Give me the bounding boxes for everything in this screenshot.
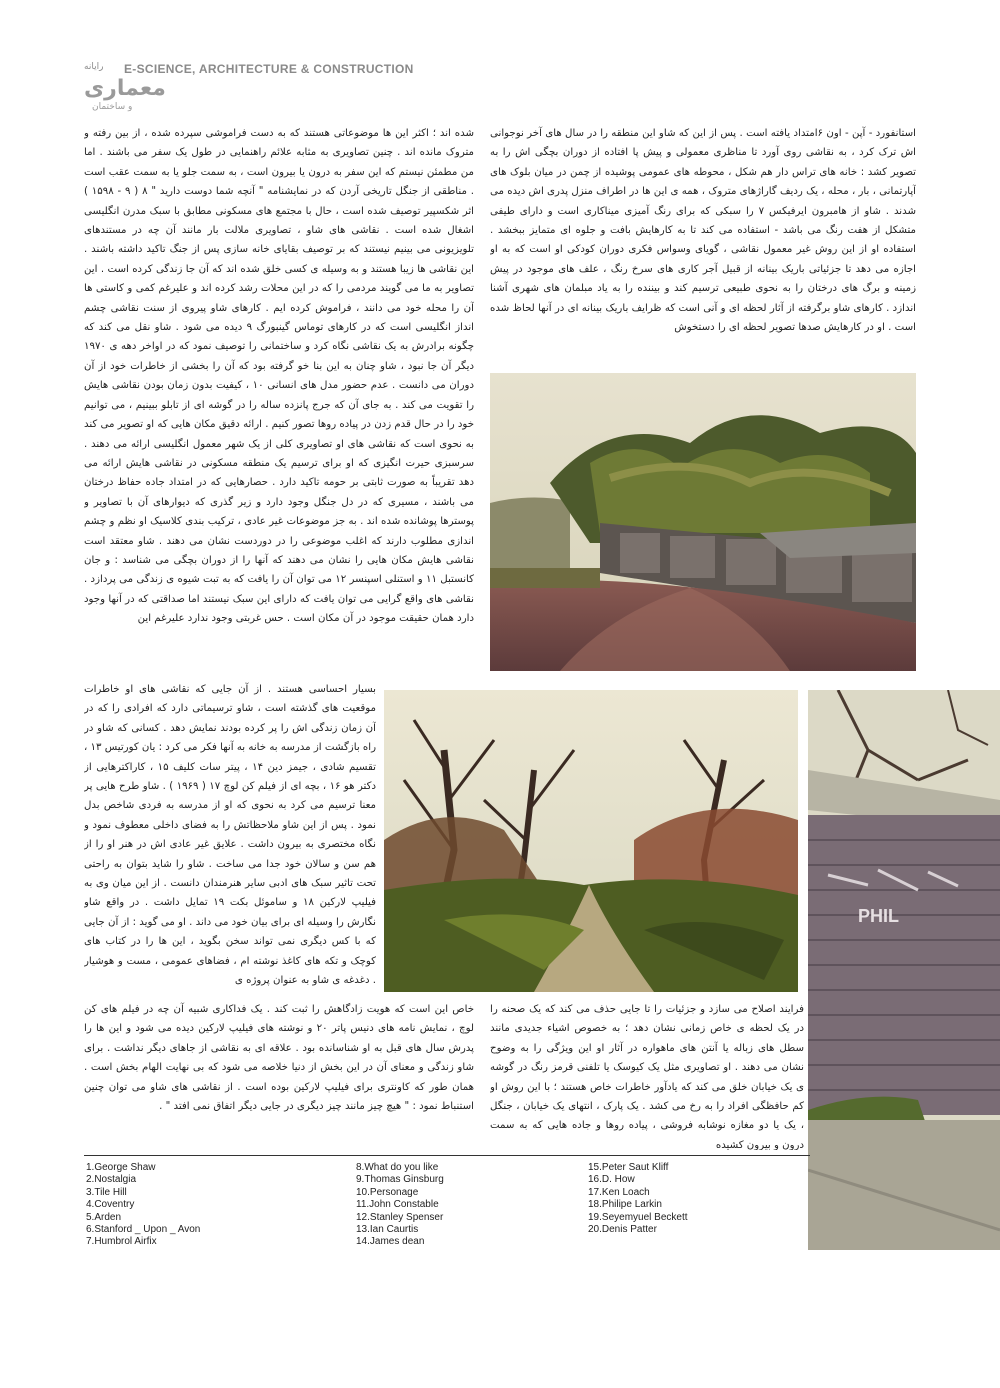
brand-fa-small: رایانه [84, 62, 104, 72]
footnote: 9.Thomas Ginsburg [356, 1174, 444, 1186]
magazine-header [84, 62, 444, 112]
footnote: 7.Humbrol Airfix [86, 1236, 157, 1248]
painting-garage-graffiti [808, 690, 1000, 1250]
painting-garages-row [490, 373, 916, 671]
footnotes-column-3 [588, 1162, 688, 1236]
footnote: 19.Seyemyuel Beckett [588, 1211, 688, 1223]
footnote: 1.George Shaw [86, 1162, 156, 1173]
article-right-column-bottom [490, 1000, 804, 1150]
footnotes-divider [84, 1155, 810, 1156]
footnote: 8.What do you like [356, 1162, 439, 1173]
footnote: 18.Philipe Larkin [588, 1199, 662, 1211]
article-left-column-top [84, 124, 474, 680]
brand-english: E-SCIENCE, ARCHITECTURE & CONSTRUCTION [124, 62, 414, 76]
footnotes-column-2 [356, 1162, 444, 1249]
painting-forest-path [384, 690, 798, 992]
footnote: 11.John Constable [356, 1199, 439, 1211]
article-right-column-top [490, 124, 916, 370]
magazine-logo: معماری [84, 76, 166, 101]
footnote: 5.Arden [86, 1211, 122, 1223]
paragraph: استانفورد - آپن - اون ۶امتداد یافته است . پس از این که شاو این منطقه را در سال های آخر نوجوانی اش ترک کرد ، به نقاشی روی آورد تا مناظری معمولی و پیش پا افتاده از دوران بچگی اش را به تصویر کشد : خانه های تراس دار هم شکل ، محوطه های عمومی پوشیده از چمن در میان بلوک های آپارتمانی ، بار ، محله ، یک ردیف گاراژهای متروک ، همه ی این ها در اطراف منزل پدری اش دیده می شدند . شاو از هامبرون ایرفیکس ۷ را سبکی که برای رنگ آمیزی میناکاری است و دارای طیفی متشکل از هفت رنگ می باشد - استفاده می کند تا به کارهایش بافت و جلوه ای متمایز ببخشد . استفاده او از این روش غیر معمول نقاشی ، گویای وسواس فکری دوران کودکی او است که به او اجازه می دهد تا جزئیاتی باریک بینانه از قبیل آجر کاری های سرخ رنگ ، علف های موجود در پیش زمینه و برگ های درختان را به نحوی طبیعی ترسیم کند و بیننده را به یاد مبلمان های شهری آشنا اندازد . کارهای شاو برگرفته از آثار لحظه ای و آنی است که ظرایف باریک بینانه ای در آنها لحاظ شده است . او در کارهایش صدها تصویر لحظه ای را دستخوش [490, 128, 916, 334]
footnote: 4.Coventry [86, 1199, 135, 1211]
article-left-column-mid [84, 680, 376, 990]
paragraph: خاص این است که هویت زادگاهش را ثبت کند . یک فداکاری شبیه آن چه در فیلم های کن لوچ ، نمایش نامه های دنیس پاتر ۲۰ و نوشته های فیلیپ لارکین دیده می شود و این ها را پدرش سال های قبل به او شناسانده بود . علاقه ای به نقاشی از جاهای دیگر نداشت . برای شاو زندگی و معنای آن در این بخش از دنیا خلاصه می شود که بی نهایت الهام بخش است . همان طور که کاونتری برای فیلیپ لارکین بوده است . از نقاشی های شاو می توان چنین استنباط نمود : " هیچ چیز مانند چیز دیگری در جایی دیگر اتفاق نمی افتد " . [84, 1004, 474, 1113]
paragraph: بسیار احساسی هستند . از آن جایی که نقاشی های او خاطرات موقعیت های گذشته است ، شاو ترسیماتی دارد که افرادی را که در آن زمان زندگی اش را پر کرده بودند نمایش دهد . کسانی که شاو در راه بازگشت از مدرسه به خانه به آنها فکر می کرد : یان کورتیس ۱۳ ، تقسیم شادی ، جیمز دین ۱۴ ، پیتر سات کلیف ۱۵ ، کاراکترهایی از دکتر هو ۱۶ ، بچه ای از فیلم کن لوچ ۱۷ ( ۱۹۶۹ ) . شاو طرح هایی پر معنا ترسیم می کرد به نحوی که او از مدرسه به فردی شاخص بدل نمود . پس از این شاو ملاحظاتش را به فضای داخلی معطوف نمود و نگاه مختصری به بیرون داشت . علایق غیر عادی اش در هنر او را از هم سن و سالان خود جدا می ساخت . شاو را شاید بتوان به راحتی تحت تاثیر سبک های ادبی سایر هنرمندان دانست . از این میان وی به فیلیپ لارکین ۱۸ و ساموئل بکت ۱۹ تمایل داشت . در واقع شاو نگارش را وسیله ای برای بیان خود می داند . او می گوید : از آن جایی که با کس دیگری نمی تواند سخن بگوید ، این ها را در کتاب های کوچک و تکه های کاغذ نوشته ام ، فضاهای عمومی ، مست و هوشیار . دغدغه ی شاو به عنوان پروژه ی [84, 684, 376, 987]
footnote: 12.Stanley Spenser [356, 1211, 444, 1223]
footnote: 15.Peter Saut Kliff [588, 1162, 669, 1173]
article-left-column-bottom [84, 1000, 474, 1134]
footnote: 20.Denis Patter [588, 1224, 657, 1236]
footnotes-column-1 [86, 1162, 200, 1249]
footnote: 13.Ian Caurtis [356, 1224, 419, 1236]
footnote: 16.D. How [588, 1174, 635, 1186]
paragraph: فرایند اصلاح می سازد و جزئیات را تا جایی حذف می کند که یک صحنه را در یک لحظه ی خاص زمانی نشان دهد ؛ به خصوص اشیاء جدیدی مانند سطل های زباله یا آنتن های ماهواره در آثار او این ویژگی را به وضوح نشان می دهند . او تصاویری مثل یک کیوسک یا تلفنی قرمز رنگ در گوشه ی یک خیابان خلق می کند که یادآور خاطرات خاص هستند ؛ با این روش او کم حافظگی افراد را به رخ می کشد . یک پارک ، انتهای یک خیابان ، جنگل ، یک یا دو مغازه نوشابه فروشی ، پیاده روها و جاده هایی که به سمت درون و بیرون کشیده [490, 1004, 804, 1150]
magazine-logo-sub: و ساختمان [92, 102, 133, 112]
footnote: 14.James dean [356, 1236, 425, 1248]
footnote: 6.Stanford _ Upon _ Avon [86, 1224, 201, 1236]
footnote: 3.Tile Hill [86, 1186, 127, 1198]
footnote: 10.Personage [356, 1186, 419, 1198]
footnote: 2.Nostalgia [86, 1174, 137, 1186]
paragraph: شده اند ؛ اکثر این ها موضوعاتی هستند که به دست فراموشی سپرده شده ، از بین رفته و متروک مانده اند . چنین تصاویری به مثابه علائم راهنمایی در طول یک سفر می باشند . اما من مطمئن نیستم که این سفر به درون یا بیرون است ، به سمت جلو یا به سمت عقب است . مناطقی از جنگل تاریخی آردن که در نمایشنامه " آنچه شما دوست دارید " ۸ ( ۹ - ۱۵۹۸ ) اثر شکسپیر توصیف شده است ، حال با مجتمع های مسکونی مطابق با سبک مدرن انگلیسی اشغال شده است . نقاشی های شاو ، تصاویری ملالت بار مانند آن چه در مستندهای تلویزیونی می بینیم نیستند که بر توصیف بقایای خانه سازی پس از جنگ تاکید داشته باشند . این نقاشی ها زیبا هستند و به وسیله ی کسی خلق شده اند که آن جا زندگی کرده است . این تصاویر به ما می گویند مردمی را که در این محلات رشد کرده اند و علیرغم کمی و کاستی ها آن را محله خود می دانند ، فراموش کرده ایم . کارهای شاو پیروی از سنت نقاشی چشم انداز انگلیسی است که در کارهای توماس گینبورگ ۹ دیده می شود . شاو نقل می کند که چگونه برادرش به یک نقاشی نگاه کرد و ساختمانی را توصیف نمود که در اواخر دهه ی ۱۹۷۰ دیگر آن جا نبود ، شاو چنان به این بنا خو گرفته بود که آن را بخشی از خاطرات خود از آن دوران می دانست . عدم حضور مدل های انسانی ۱۰ ، کیفیت بدون زمان بودن نقاشی هایش را تقویت می کند . به جای آن که جرج پانزده ساله را در گوشه ای از تابلو ببینیم ، می توانیم خود را در حال قدم زدن در پیاده روها تصور کنیم . ارائه دقیق مکان هایی که او تصویر می کند به نحوی است که نقاشی های او تصاویری کلی از یک شهر معمول انگلیسی ارائه می دهند . سرسبزی حیرت انگیزی که او برای ترسیم یک منطقه مسکونی در نقاشی هایش ارائه می دهد تقریباً به صورت ثابتی بر حومه تاکید دارد . حصارهایی که در امتداد جاده حفاظ درختان می باشند ، مسیری که در دل جنگل وجود دارد و زیر گذری که دیوارهای آن با تصاویر و پوسترها پوشانده شده اند . به جز موضوعات غیر عادی ، ترکیب بندی کلاسیک او نظم و چشم اندازی مطلوب دارند که اغلب موضوعی را در دوردست نشان می دهند . شاو معتقد است نقاشی هایش مکان هایی را نشان می دهند که آنها را از دوران بچگی می شناسد : و جان کانستبل ۱۱ و استنلی اسپنسر ۱۲ می توان آن را یافت که به تبت شیوه ی زندگی می پردازد . نقاشی های واقع گرایی می توان یافت که دارای این سبک نیستند اما صداقتی که در آنها وجود دارد همان حقیقت موجود در آن مکان است . حس غربتی وجود ندارد علیرغم این [84, 128, 474, 625]
graffiti-text: PHIL [858, 906, 900, 926]
footnote: 17.Ken Loach [588, 1186, 650, 1198]
